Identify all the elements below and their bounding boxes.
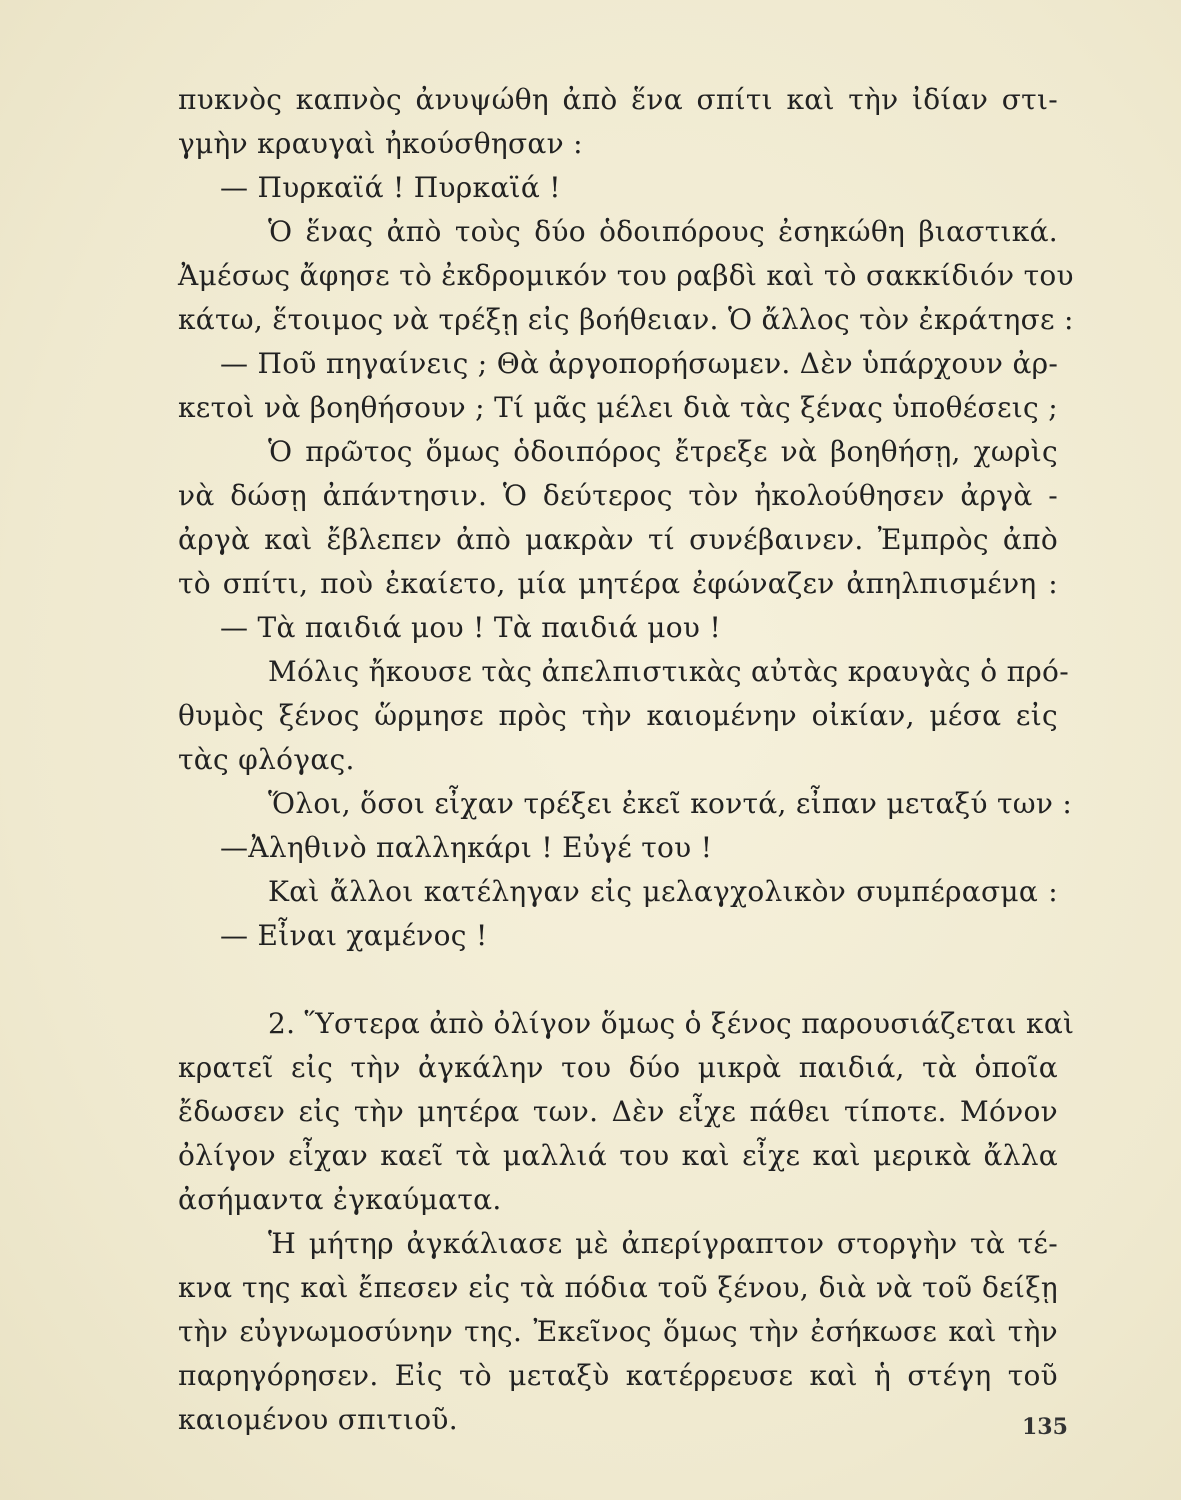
paragraph-7-line-3: τὴν εὐγνωμοσύνην της. Ἐκεῖνος ὅμως τὴν ἐσήκωσε καὶ τὴν xyxy=(178,1315,1058,1348)
shout-brave: —Ἀληθινὸ παλληκάρι ! Εὐγέ του ! xyxy=(220,831,713,864)
shout-children: — Τὰ παιδιά μου ! Τὰ παιδιά μου ! xyxy=(220,611,721,644)
paragraph-2-line-2: Ἀμέσως ἄφησε τὸ ἐκδρομικόν του ραβδὶ καὶ τὸ σακκίδιόν του xyxy=(178,259,1074,292)
paragraph-7-line-2: κνα της καὶ ἔπεσεν εἰς τὰ πόδια τοῦ ξένου, διὰ νὰ τοῦ δείξῃ xyxy=(178,1271,1058,1304)
paragraph-4-line-3: τὰς φλόγας. xyxy=(178,743,355,776)
shout-lost: — Εἶναι χαμένος ! xyxy=(220,919,488,952)
paragraph-3-line-4: τὸ σπίτι, ποὺ ἐκαίετο, μία μητέρα ἐφώναζεν ἀπηλπισμένη : xyxy=(178,567,1058,600)
paragraph-4-line-1: Μόλις ἤκουσε τὰς ἀπελπιστικὰς αὐτὰς κραυγὰς ὁ πρό- xyxy=(268,655,1069,688)
section-2-line-1: 2. Ὕστερα ἀπὸ ὀλίγον ὅμως ὁ ξένος παρουσιάζεται καὶ xyxy=(268,1007,1075,1040)
paragraph-5: Ὅλοι, ὅσοι εἶχαν τρέξει ἐκεῖ κοντά, εἶπαν μεταξύ των : xyxy=(268,787,1073,820)
body-text xyxy=(178,78,1075,1442)
paragraph-4-line-2: θυμὸς ξένος ὥρμησε πρὸς τὴν καιομένην οἰκίαν, μέσα εἰς xyxy=(178,699,1058,732)
paragraph-2-line-1: Ὁ ἕνας ἀπὸ τοὺς δύο ὁδοιπόρους ἐσηκώθη βιαστικά. xyxy=(268,215,1058,248)
page-number: 135 xyxy=(1022,1414,1068,1440)
section-2-line-2: κρατεῖ εἰς τὴν ἀγκάλην του δύο μικρὰ παιδιά, τὰ ὁποῖα xyxy=(178,1051,1058,1084)
paragraph-3-line-2: νὰ δώσῃ ἀπάντησιν. Ὁ δεύτερος τὸν ἠκολούθησεν ἀργὰ - xyxy=(178,479,1058,512)
paragraph-7-line-1: Ἡ μήτηρ ἀγκάλιασε μὲ ἀπερίγραπτον στοργὴν τὰ τέ- xyxy=(268,1227,1058,1260)
paragraph-6: Καὶ ἄλλοι κατέληγαν εἰς μελαγχολικὸν συμπέρασμα : xyxy=(268,875,1058,908)
paragraph-3-line-3: ἀργὰ καὶ ἔβλεπεν ἀπὸ μακρὰν τί συνέβαινεν. Ἐμπρὸς ἀπὸ xyxy=(178,523,1058,556)
section-2-line-3: ἔδωσεν εἰς τὴν μητέρα των. Δὲν εἶχε πάθει τίποτε. Μόνον xyxy=(178,1095,1058,1128)
paragraph-7-line-5: καιομένου σπιτιοῦ. xyxy=(178,1403,458,1436)
shout-fire: — Πυρκαϊά ! Πυρκαϊά ! xyxy=(220,171,561,204)
section-2-line-5: ἀσήμαντα ἐγκαύματα. xyxy=(178,1183,502,1216)
paragraph-1-line-1: πυκνὸς καπνὸς ἀνυψώθη ἀπὸ ἕνα σπίτι καὶ τὴν ἰδίαν στι- xyxy=(178,83,1058,116)
section-gap xyxy=(178,958,1058,1002)
paragraph-7-line-4: παρηγόρησεν. Εἰς τὸ μεταξὺ κατέρρευσε καὶ ἡ στέγη τοῦ xyxy=(178,1359,1058,1392)
speech-1-line-1: — Ποῦ πηγαίνεις ; Θὰ ἀργοπορήσωμεν. Δὲν ὑπάρχουν ἀρ- xyxy=(220,347,1059,380)
paragraph-2-line-3: κάτω, ἕτοιμος νὰ τρέξῃ εἰς βοήθειαν. Ὁ ἄλλος τὸν ἐκράτησε : xyxy=(178,303,1074,336)
section-2-line-4: ὀλίγον εἶχαν καεῖ τὰ μαλλιά του καὶ εἶχε καὶ μερικὰ ἄλλα xyxy=(178,1139,1058,1172)
paragraph-1-line-2: γμὴν κραυγαὶ ἠκούσθησαν : xyxy=(178,127,583,160)
paragraph-3-line-1: Ὁ πρῶτος ὅμως ὁδοιπόρος ἔτρεξε νὰ βοηθήσῃ, χωρὶς xyxy=(268,435,1058,468)
speech-1-line-2: κετοὶ νὰ βοηθήσουν ; Τί μᾶς μέλει διὰ τὰς ξένας ὑποθέσεις ; xyxy=(178,391,1058,424)
